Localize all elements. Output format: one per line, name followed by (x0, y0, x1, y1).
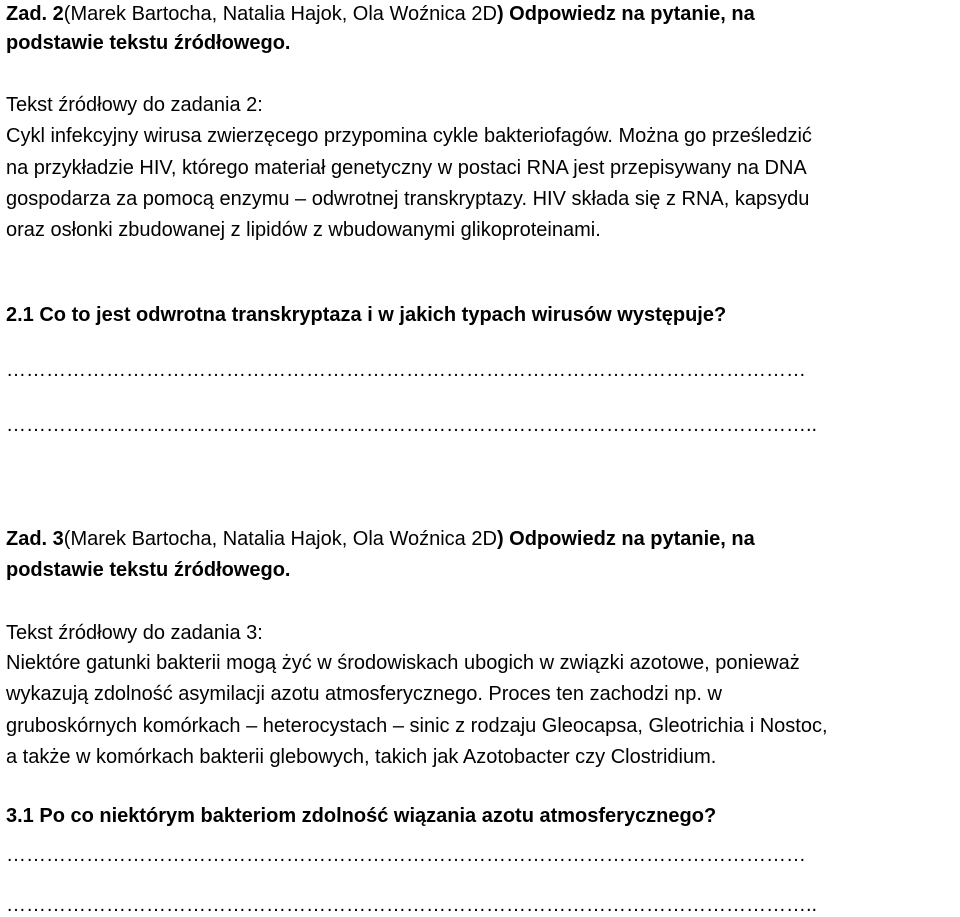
task2-heading-authors: (Marek Bartocha, Natalia Hajok, Ola Woźnica 2D (63, 3, 497, 25)
task2-answer-line-2[interactable]: ………………………………………………………………………………………………………….. (6, 414, 818, 436)
task2-question: 2.1 Co to jest odwrotna transkryptaza i w jakich typach wirusów występuje? (6, 304, 727, 326)
task2-source-line-1: Cykl infekcyjny wirusa zwierzęcego przypomina cykle bakteriofagów. Można go prześledzić (6, 125, 812, 147)
task2-heading-prefix: Zad. 2 (6, 3, 64, 25)
task2-heading-line1 (6, 2, 755, 26)
task2-source-line-4: oraz osłonki zbudowanej z lipidów z wbudowanymi glikoproteinami. (6, 219, 601, 241)
task2-heading-line2: podstawie tekstu źródłowego. (6, 32, 291, 54)
task3-heading-authors: (Marek Bartocha, Natalia Hajok, Ola Woźnica 2D (63, 528, 497, 550)
task3-source-title: Tekst źródłowy do zadania 3: (6, 622, 263, 644)
task3-source-line-3: gruboskórnych komórkach – heterocystach – sinic z rodzaju Gleocapsa, Gleotrichia i Nostoc, (6, 715, 828, 737)
task2-source-line-2: na przykładzie HIV, którego materiał genetyczny w postaci RNA jest przepisywany na DNA (6, 157, 807, 179)
task3-heading-line1 (6, 527, 755, 551)
task3-answer-line-1[interactable]: ………………………………………………………………………………………………………… (6, 844, 806, 866)
task3-question: 3.1 Po co niektórym bakteriom zdolność wiązania azotu atmosferycznego? (6, 805, 717, 827)
task3-source-line-2: wykazują zdolność asymilacji azotu atmosferycznego. Proces ten zachodzi np. w (6, 683, 722, 705)
task2-answer-line-1[interactable]: ………………………………………………………………………………………………………… (6, 359, 806, 381)
task3-source-line-4: a także w komórkach bakterii glebowych, takich jak Azotobacter czy Clostridium. (6, 746, 717, 768)
task3-heading-prefix: Zad. 3 (6, 528, 64, 550)
task3-heading-line2: podstawie tekstu źródłowego. (6, 559, 291, 581)
task2-source-line-3: gospodarza za pomocą enzymu – odwrotnej transkryptazy. HIV składa się z RNA, kapsydu (6, 188, 810, 210)
task3-answer-line-2[interactable]: ………………………………………………………………………………………………………….. (6, 894, 818, 916)
task2-heading-suffix: ) Odpowiedz na pytanie, na (496, 3, 755, 25)
task2-source-title: Tekst źródłowy do zadania 2: (6, 94, 263, 116)
task3-heading-suffix: ) Odpowiedz na pytanie, na (496, 528, 755, 550)
task3-source-line-1: Niektóre gatunki bakterii mogą żyć w środowiskach ubogich w związki azotowe, ponieważ (6, 652, 800, 674)
